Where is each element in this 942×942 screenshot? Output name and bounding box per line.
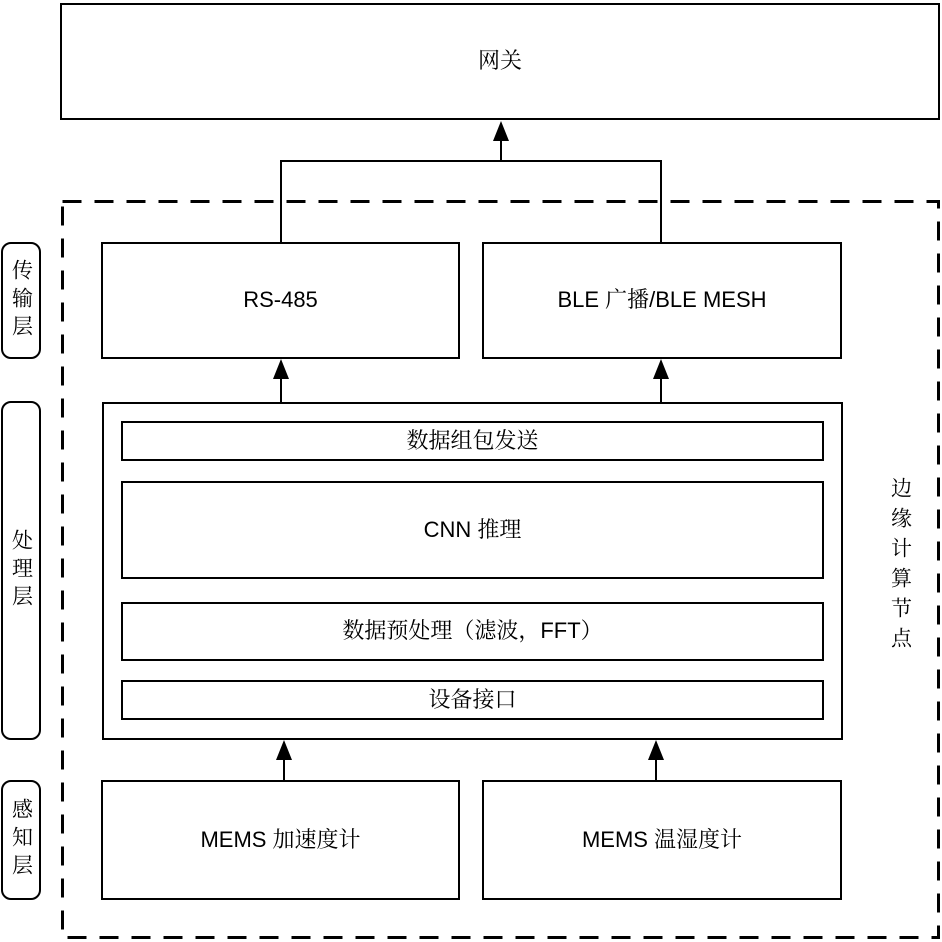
gateway-label: 网关 [477,48,522,74]
mems-temp-humidity-box [482,780,842,900]
cnn-inference-box [121,481,824,579]
ble-box [482,242,842,359]
perception-layer-label: 感知层 [9,798,33,882]
processing-layer-pill [1,401,41,740]
device-interface-box [121,680,824,720]
ble-arrowhead [653,359,669,379]
packet-send-label: 数据组包发送 [406,427,539,453]
transport-layer-pill [1,242,41,359]
preprocess-label: 数据预处理（滤波，FFT） [342,618,603,644]
cnn-inference-label: CNN 推理 [423,516,522,542]
transport-layer-label: 传输层 [9,258,33,343]
mems-accelerometer-box [101,780,460,900]
rs485-box [101,242,460,359]
rs485-label: RS-485 [243,287,318,313]
ble-label: BLE 广播/BLE MESH [557,287,767,313]
mems-accelerometer-label: MEMS 加速度计 [200,826,361,852]
processing-layer-label: 处理层 [9,528,33,613]
mems-temp-humidity-label: MEMS 温湿度计 [581,826,743,852]
edge-node-label-wrap [884,477,916,657]
gateway-arrowhead [493,121,509,141]
fork-connector [281,161,661,242]
temp-arrowhead [648,740,664,760]
accel-arrowhead [276,740,292,760]
rs485-arrowhead [273,359,289,379]
packet-send-box [121,421,824,461]
device-interface-label: 设备接口 [428,686,517,712]
perception-layer-pill [1,780,41,900]
preprocess-box [121,602,824,661]
gateway-box [60,3,940,120]
edge-node-label: 边缘计算节点 [888,477,912,657]
